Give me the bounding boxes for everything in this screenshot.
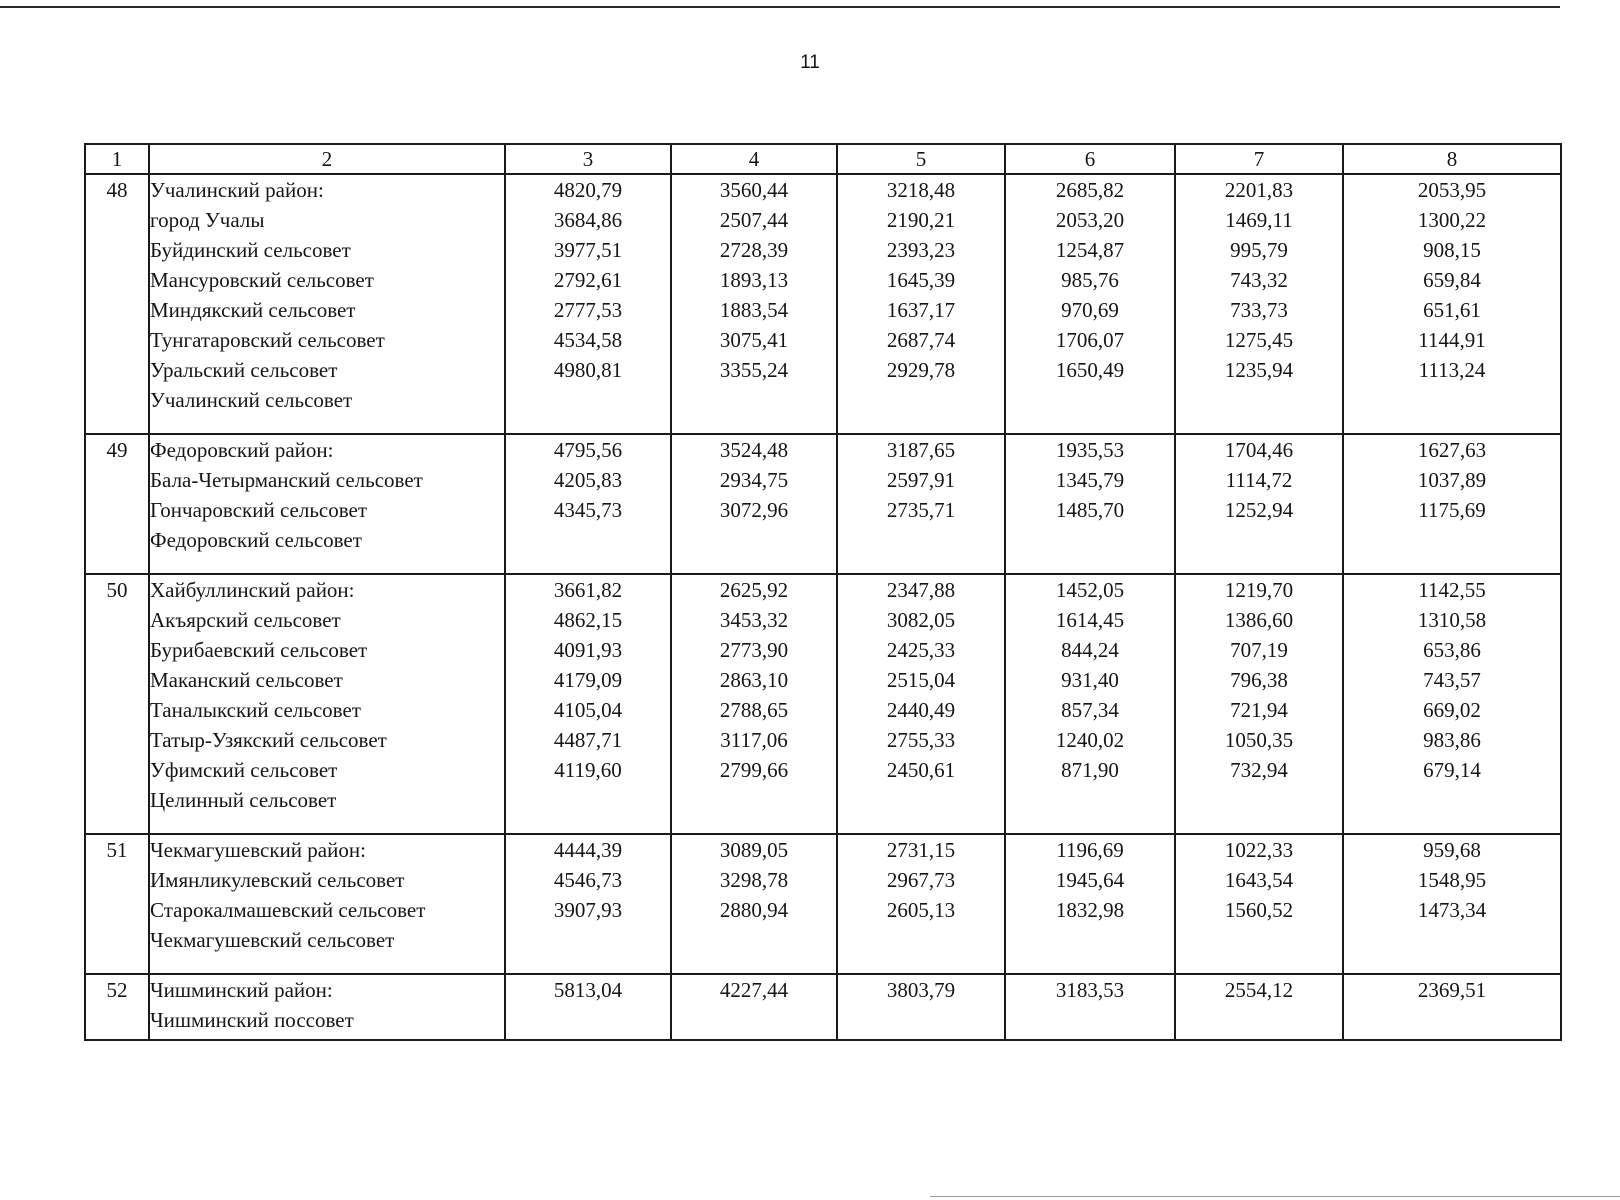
- value-cell: 732,94: [1230, 758, 1288, 782]
- value-column-5: [837, 174, 1005, 434]
- district-name: Учалинский район:: [150, 178, 324, 202]
- value-cell: 1219,70: [1224, 578, 1294, 602]
- value-cell: 743,32: [1230, 268, 1288, 292]
- value-cell: 1645,39: [886, 268, 956, 292]
- value-cell: 1345,79: [1055, 468, 1125, 492]
- settlement-name: Чишминский поссовет: [150, 1008, 354, 1032]
- value-cell: 796,38: [1230, 668, 1288, 692]
- value-cell: 4980,81: [553, 358, 623, 382]
- value-cell: 1469,11: [1225, 208, 1293, 232]
- value-cell: 4105,04: [553, 698, 623, 722]
- value-cell: 1240,02: [1055, 728, 1125, 752]
- value-cell: 4205,83: [553, 468, 623, 492]
- data-table: [84, 143, 1562, 1041]
- value-column-4: [671, 834, 837, 974]
- value-cell: 721,94: [1230, 698, 1288, 722]
- row-number: 48: [85, 174, 149, 434]
- value-cell: 2625,92: [719, 578, 789, 602]
- settlement-name: Гончаровский сельсовет: [150, 498, 368, 522]
- value-cell: 1114,72: [1225, 468, 1293, 492]
- value-cell: 4119,60: [554, 758, 622, 782]
- value-column-8: [1343, 974, 1561, 1040]
- value-cell: 3117,06: [720, 728, 788, 752]
- value-column-5: [837, 574, 1005, 834]
- value-cell: 3560,44: [719, 178, 789, 202]
- value-cell: 1254,87: [1055, 238, 1125, 262]
- value-cell: 1935,53: [1055, 438, 1125, 462]
- value-column-3: [505, 174, 671, 434]
- names-cell: [149, 434, 505, 574]
- names-cell: [149, 174, 505, 434]
- value-cell: 5813,04: [553, 978, 623, 1002]
- value-cell: 1704,46: [1224, 438, 1294, 462]
- value-cell: 2687,74: [886, 328, 956, 352]
- value-cell: 2053,95: [1417, 178, 1487, 202]
- value-cell: 3977,51: [553, 238, 623, 262]
- value-cell: 2788,65: [719, 698, 789, 722]
- value-cell: 931,40: [1061, 668, 1119, 692]
- value-cell: 3075,41: [719, 328, 789, 352]
- value-cell: 4345,73: [553, 498, 623, 522]
- district-name: Федоровский район:: [150, 438, 334, 462]
- settlement-name: Миндякский сельсовет: [150, 298, 356, 322]
- value-cell: 1883,54: [719, 298, 789, 322]
- scan-edge-line: [0, 6, 1560, 8]
- value-cell: 3082,05: [886, 608, 956, 632]
- column-header-5: 5: [837, 144, 1005, 174]
- value-cell: 1300,22: [1417, 208, 1487, 232]
- scan-edge-line: [930, 1196, 1620, 1197]
- header-row: [85, 144, 1561, 174]
- value-cell: 2792,61: [553, 268, 623, 292]
- value-column-6: [1005, 434, 1175, 574]
- value-column-7: [1175, 174, 1343, 434]
- settlement-name: Федоровский сельсовет: [150, 528, 362, 552]
- value-cell: 985,76: [1061, 268, 1119, 292]
- value-cell: 2190,21: [886, 208, 956, 232]
- settlement-name: Таналыкский сельсовет: [150, 698, 361, 722]
- value-cell: 2440,49: [886, 698, 956, 722]
- column-header-4: 4: [671, 144, 837, 174]
- value-cell: 983,86: [1423, 728, 1481, 752]
- value-cell: 1643,54: [1224, 868, 1294, 892]
- district-name: Хайбуллинский район:: [150, 578, 355, 602]
- settlement-name: Тунгатаровский сельсовет: [150, 328, 385, 352]
- settlement-name: Уфимский сельсовет: [150, 758, 338, 782]
- settlement-name: Уральский сельсовет: [150, 358, 338, 382]
- row-number: 50: [85, 574, 149, 834]
- page-number: 11: [800, 52, 820, 73]
- value-cell: 2393,23: [886, 238, 956, 262]
- value-cell: 3453,32: [719, 608, 789, 632]
- value-cell: 2554,12: [1224, 978, 1294, 1002]
- value-cell: 2685,82: [1055, 178, 1125, 202]
- value-cell: 1113,24: [1418, 358, 1486, 382]
- value-cell: 2728,39: [719, 238, 789, 262]
- value-column-3: [505, 434, 671, 574]
- value-cell: 3183,53: [1055, 978, 1125, 1002]
- value-column-6: [1005, 574, 1175, 834]
- value-cell: 1893,13: [719, 268, 789, 292]
- settlement-name: Мансуровский сельсовет: [150, 268, 374, 292]
- value-column-6: [1005, 974, 1175, 1040]
- value-cell: 2731,15: [886, 838, 956, 862]
- value-cell: 1473,34: [1417, 898, 1487, 922]
- value-column-3: [505, 574, 671, 834]
- value-column-5: [837, 974, 1005, 1040]
- value-cell: 2755,33: [886, 728, 956, 752]
- settlement-name: Буйдинский сельсовет: [150, 238, 351, 262]
- value-cell: 3187,65: [886, 438, 956, 462]
- value-cell: 1485,70: [1055, 498, 1125, 522]
- value-cell: 4179,09: [553, 668, 623, 692]
- value-cell: 1050,35: [1224, 728, 1294, 752]
- value-cell: 653,86: [1423, 638, 1481, 662]
- value-cell: 970,69: [1061, 298, 1119, 322]
- value-cell: 1945,64: [1055, 868, 1125, 892]
- value-cell: 679,14: [1423, 758, 1481, 782]
- district-group-row: [85, 434, 1561, 574]
- value-cell: 1037,89: [1417, 468, 1487, 492]
- value-column-7: [1175, 834, 1343, 974]
- column-header-2: 2: [149, 144, 505, 174]
- value-cell: 1022,33: [1224, 838, 1294, 862]
- value-column-7: [1175, 974, 1343, 1040]
- value-cell: 995,79: [1230, 238, 1288, 262]
- value-cell: 1196,69: [1056, 838, 1124, 862]
- value-cell: 2773,90: [719, 638, 789, 662]
- value-column-4: [671, 174, 837, 434]
- settlement-name: Татыр-Узякский сельсовет: [150, 728, 387, 752]
- column-header-1: 1: [85, 144, 149, 174]
- value-cell: 2597,91: [886, 468, 956, 492]
- value-column-8: [1343, 574, 1561, 834]
- value-cell: 1548,95: [1417, 868, 1487, 892]
- value-column-8: [1343, 834, 1561, 974]
- value-cell: 4534,58: [553, 328, 623, 352]
- value-cell: 1706,07: [1055, 328, 1125, 352]
- value-cell: 4546,73: [553, 868, 623, 892]
- value-cell: 2369,51: [1417, 978, 1487, 1002]
- value-cell: 1144,91: [1418, 328, 1486, 352]
- district-name: Чекмагушевский район:: [150, 838, 366, 862]
- settlement-name: город Учалы: [150, 208, 265, 232]
- district-group-row: [85, 834, 1561, 974]
- value-column-4: [671, 434, 837, 574]
- column-header-7: 7: [1175, 144, 1343, 174]
- value-column-5: [837, 434, 1005, 574]
- value-cell: 908,15: [1423, 238, 1481, 262]
- value-column-4: [671, 574, 837, 834]
- value-cell: 4091,93: [553, 638, 623, 662]
- value-cell: 3072,96: [719, 498, 789, 522]
- value-cell: 871,90: [1061, 758, 1119, 782]
- value-cell: 2425,33: [886, 638, 956, 662]
- value-cell: 4820,79: [553, 178, 623, 202]
- names-cell: [149, 974, 505, 1040]
- district-name: Чишминский район:: [150, 978, 333, 1002]
- settlement-name: Бурибаевский сельсовет: [150, 638, 368, 662]
- row-number: 52: [85, 974, 149, 1040]
- value-cell: 2201,83: [1224, 178, 1294, 202]
- settlement-name: Бала-Четырманский сельсовет: [150, 468, 423, 492]
- value-cell: 3089,05: [719, 838, 789, 862]
- settlement-name: Старокалмашевский сельсовет: [150, 898, 426, 922]
- value-cell: 3298,78: [719, 868, 789, 892]
- value-cell: 4227,44: [719, 978, 789, 1002]
- value-cell: 1560,52: [1224, 898, 1294, 922]
- value-cell: 2450,61: [886, 758, 956, 782]
- value-cell: 1650,49: [1055, 358, 1125, 382]
- column-header-8: 8: [1343, 144, 1561, 174]
- value-cell: 2515,04: [886, 668, 956, 692]
- value-cell: 2880,94: [719, 898, 789, 922]
- value-cell: 959,68: [1423, 838, 1481, 862]
- settlement-name: Маканский сельсовет: [150, 668, 343, 692]
- value-cell: 3684,86: [553, 208, 623, 232]
- column-header-6: 6: [1005, 144, 1175, 174]
- column-header-3: 3: [505, 144, 671, 174]
- value-cell: 4444,39: [553, 838, 623, 862]
- value-cell: 1627,63: [1417, 438, 1487, 462]
- value-cell: 1452,05: [1055, 578, 1125, 602]
- row-number: 49: [85, 434, 149, 574]
- value-cell: 1275,45: [1224, 328, 1294, 352]
- settlement-name: Целинный сельсовет: [150, 788, 337, 812]
- value-cell: 2863,10: [719, 668, 789, 692]
- value-cell: 1310,58: [1417, 608, 1487, 632]
- value-cell: 707,19: [1230, 638, 1288, 662]
- value-column-3: [505, 834, 671, 974]
- value-cell: 651,61: [1423, 298, 1481, 322]
- value-cell: 1637,17: [886, 298, 956, 322]
- value-cell: 3355,24: [719, 358, 789, 382]
- value-cell: 1175,69: [1418, 498, 1486, 522]
- district-group-row: [85, 574, 1561, 834]
- value-column-3: [505, 974, 671, 1040]
- value-cell: 3907,93: [553, 898, 623, 922]
- value-cell: 2347,88: [886, 578, 956, 602]
- value-cell: 2507,44: [719, 208, 789, 232]
- value-cell: 3218,48: [886, 178, 956, 202]
- value-cell: 844,24: [1061, 638, 1119, 662]
- value-cell: 1832,98: [1055, 898, 1125, 922]
- settlement-name: Учалинский сельсовет: [150, 388, 353, 412]
- value-cell: 2929,78: [886, 358, 956, 382]
- value-column-8: [1343, 174, 1561, 434]
- value-column-8: [1343, 434, 1561, 574]
- value-cell: 4862,15: [553, 608, 623, 632]
- value-cell: 733,73: [1230, 298, 1288, 322]
- settlement-name: Имянликулевский сельсовет: [150, 868, 405, 892]
- names-cell: [149, 574, 505, 834]
- value-cell: 1252,94: [1224, 498, 1294, 522]
- value-cell: 1614,45: [1055, 608, 1125, 632]
- settlement-name: Акъярский сельсовет: [150, 608, 341, 632]
- value-cell: 2777,53: [553, 298, 623, 322]
- value-column-7: [1175, 434, 1343, 574]
- settlement-name: Чекмагушевский сельсовет: [150, 928, 395, 952]
- value-cell: 3524,48: [719, 438, 789, 462]
- value-cell: 1235,94: [1224, 358, 1294, 382]
- value-cell: 1386,60: [1224, 608, 1294, 632]
- value-column-5: [837, 834, 1005, 974]
- value-cell: 2735,71: [886, 498, 956, 522]
- value-column-4: [671, 974, 837, 1040]
- row-number: 51: [85, 834, 149, 974]
- value-cell: 659,84: [1423, 268, 1481, 292]
- value-cell: 2053,20: [1055, 208, 1125, 232]
- value-cell: 4795,56: [553, 438, 623, 462]
- value-cell: 3661,82: [553, 578, 623, 602]
- value-cell: 669,02: [1423, 698, 1481, 722]
- value-column-6: [1005, 174, 1175, 434]
- value-cell: 2799,66: [719, 758, 789, 782]
- value-cell: 857,34: [1061, 698, 1119, 722]
- value-column-7: [1175, 574, 1343, 834]
- district-group-row: [85, 974, 1561, 1040]
- value-cell: 2934,75: [719, 468, 789, 492]
- value-cell: 4487,71: [553, 728, 623, 752]
- value-column-6: [1005, 834, 1175, 974]
- value-cell: 2967,73: [886, 868, 956, 892]
- district-group-row: [85, 174, 1561, 434]
- value-cell: 3803,79: [886, 978, 956, 1002]
- names-cell: [149, 834, 505, 974]
- value-cell: 1142,55: [1418, 578, 1486, 602]
- value-cell: 2605,13: [886, 898, 956, 922]
- value-cell: 743,57: [1423, 668, 1481, 692]
